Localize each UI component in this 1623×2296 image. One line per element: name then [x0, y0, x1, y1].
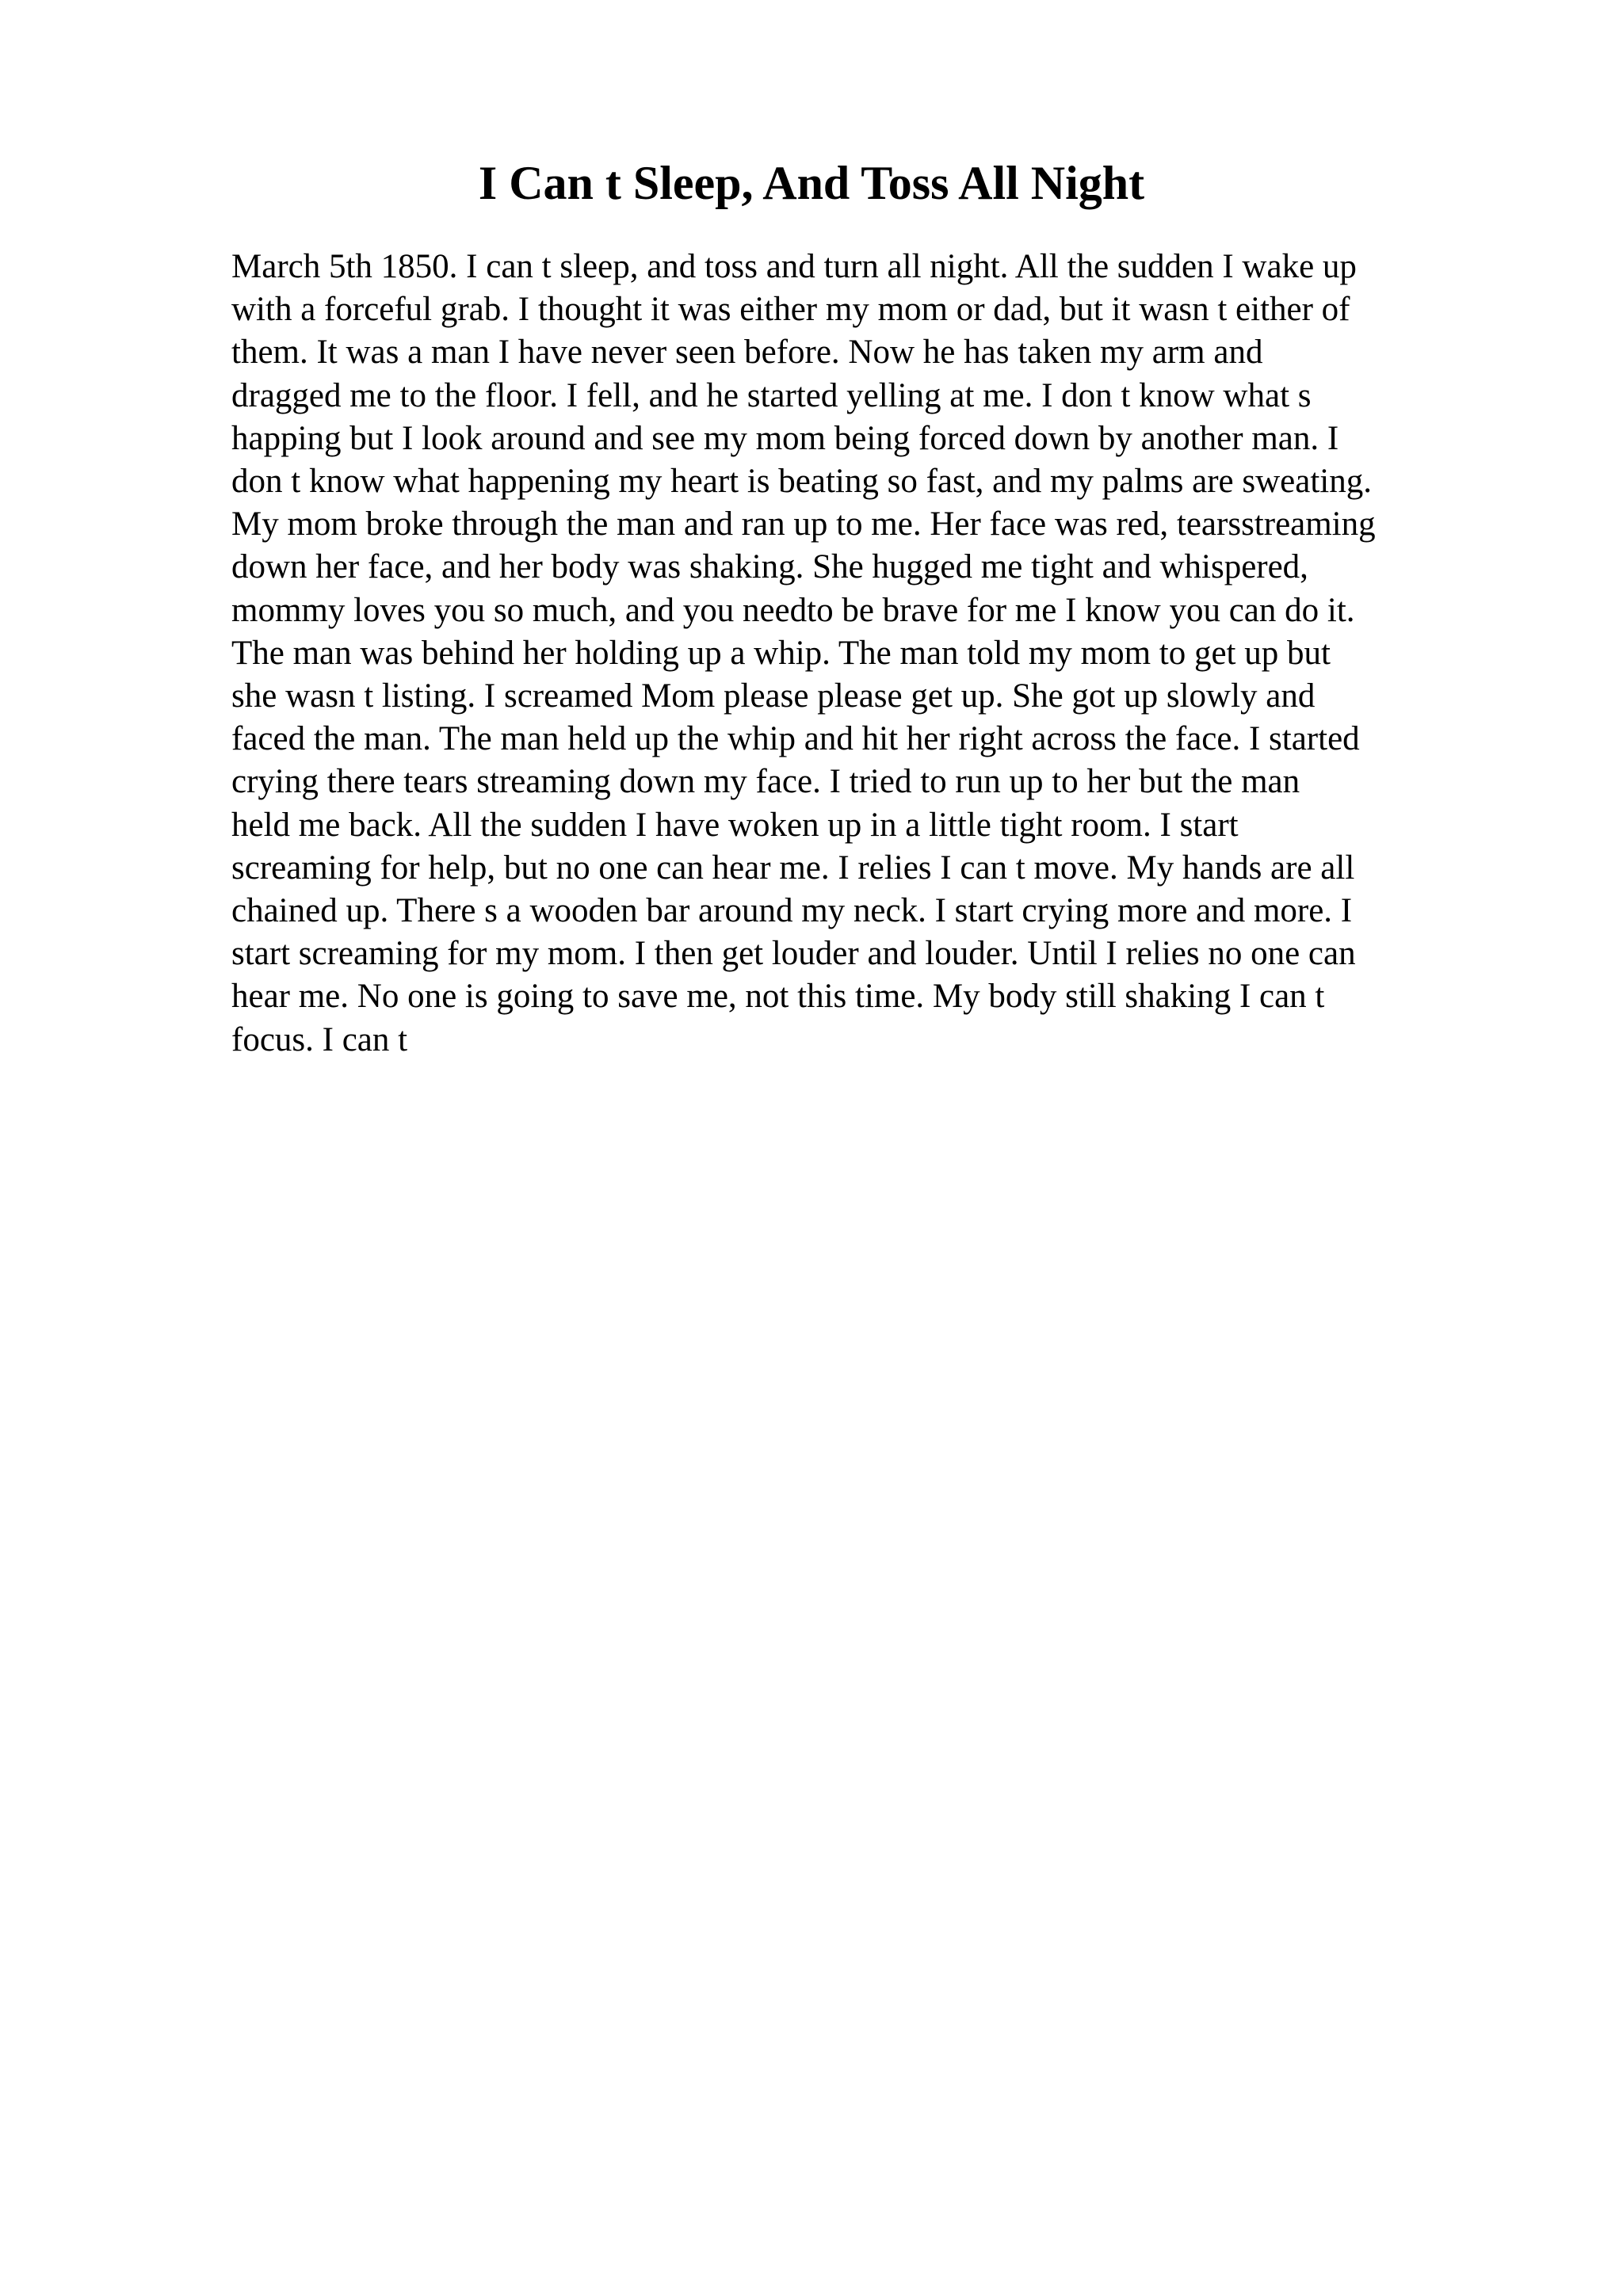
story-line: don t know what happening my heart is beating so fast, and my palms are sweating. — [231, 463, 1372, 501]
story-body — [231, 246, 1499, 1062]
story-line: them. It was a man I have never seen before. Now he has taken my arm and — [231, 334, 1263, 372]
story-line: happing but I look around and see my mom being forced down by another man. I — [231, 419, 1339, 457]
story-line: start screaming for my mom. I then get louder and louder. Until I relies no one can — [231, 935, 1356, 973]
story-line: she wasn t listing. I screamed Mom please please get up. She got up slowly and — [231, 677, 1316, 715]
document-title: I Can t Sleep, And Toss All Night — [478, 157, 1145, 209]
story-line: faced the man. The man held up the whip and hit her right across the face. I started — [231, 720, 1360, 758]
story-line: screaming for help, but no one can hear me. I relies I can t move. My hands are all — [231, 849, 1355, 887]
story-line: hear me. No one is going to save me, not this time. My body still shaking I can t — [231, 978, 1325, 1016]
story-line: My mom broke through the man and ran up to me. Her face was red, tearsstreaming — [231, 505, 1376, 543]
story-line: focus. I can t — [231, 1020, 408, 1058]
story-line: The man was behind her holding up a whip. The man told my mom to get up but — [231, 634, 1331, 672]
story-line: with a forceful grab. I thought it was either my mom or dad, but it wasn t either of — [231, 291, 1350, 329]
story-line: down her face, and her body was shaking. She hugged me tight and whispered, — [231, 548, 1308, 586]
story-line: dragged me to the floor. I fell, and he started yelling at me. I don t know what s — [231, 376, 1312, 414]
story-line: March 5th 1850. I can t sleep, and toss and turn all night. All the sudden I wake up — [231, 248, 1357, 285]
story-line: crying there tears streaming down my face. I tried to run up to her but the man — [231, 763, 1300, 801]
story-line: held me back. All the sudden I have woken up in a little tight room. I start — [231, 806, 1239, 844]
story-line: chained up. There s a wooden bar around my neck. I start crying more and more. I — [231, 892, 1353, 930]
story-line: mommy loves you so much, and you needto be brave for me I know you can do it. — [231, 591, 1355, 629]
